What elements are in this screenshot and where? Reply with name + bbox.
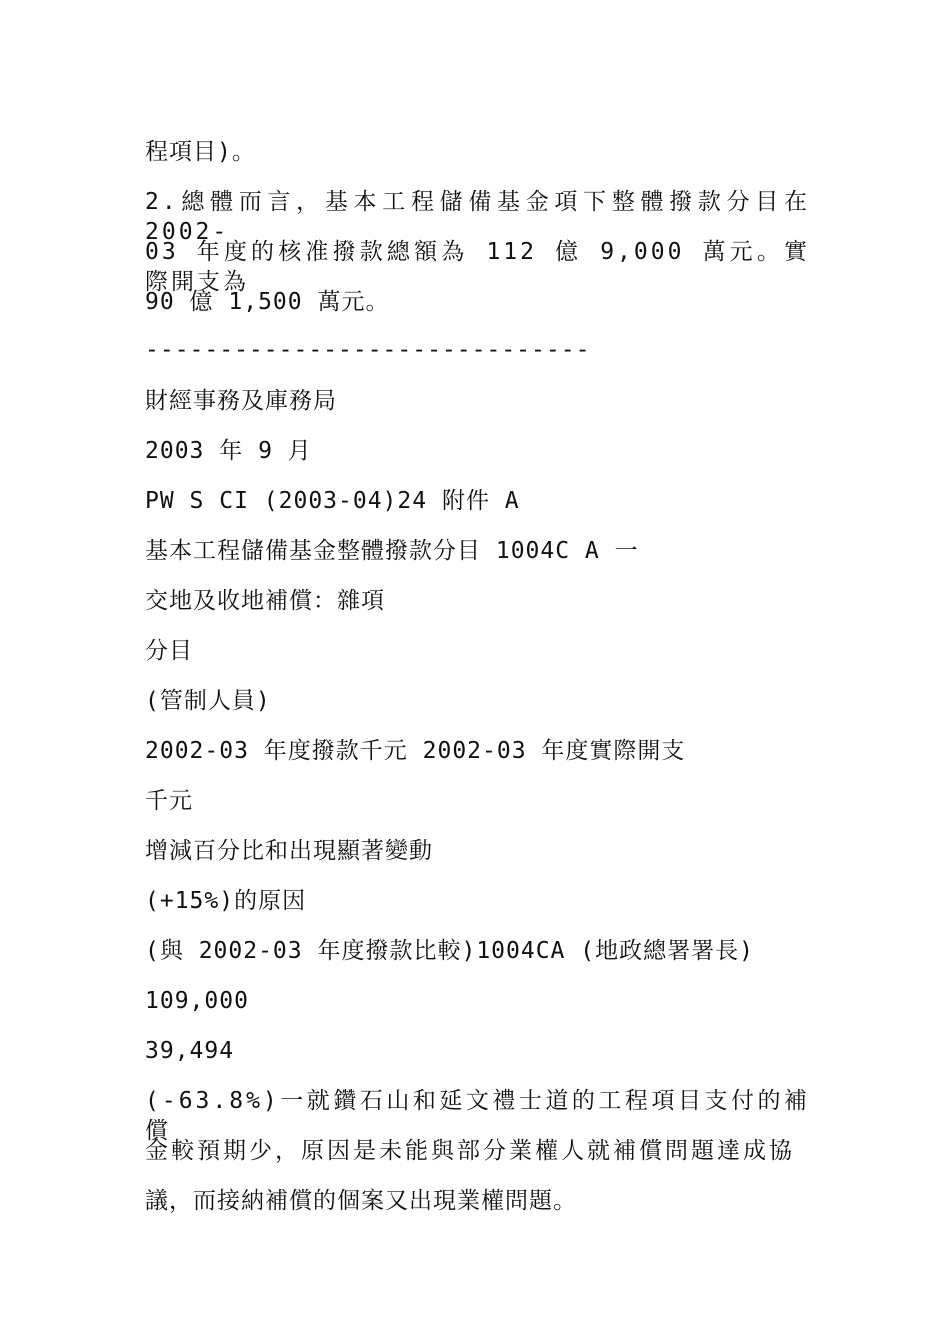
column-header: 2002-03 年度撥款千元 2002-03 年度實際開支 — [145, 738, 686, 764]
actual-expenditure-value: 39,494 — [145, 1038, 235, 1064]
text-line: 2.總體而言，基本工程儲備基金項下整體撥款分目在 2002- — [145, 189, 810, 245]
subhead-subtitle: 交地及收地補償：雜項 — [145, 588, 385, 614]
text-line: 90 億 1,500 萬元。 — [145, 289, 390, 315]
document-reference: PW S CI (2003-04)24 附件 A — [145, 488, 520, 514]
allocation-value: 109,000 — [145, 988, 249, 1014]
column-header: 千元 — [145, 788, 193, 814]
column-header: (與 2002-03 年度撥款比較)1004CA (地政總署署長) — [145, 938, 754, 964]
column-header: (管制人員) — [145, 688, 271, 714]
variance-explanation: 金較預期少，原因是未能與部分業權人就補償問題達成協 — [145, 1138, 795, 1164]
subhead-title: 基本工程儲備基金整體撥款分目 1004C A 一 — [145, 538, 639, 564]
variance-explanation: (-63.8%)一就鑽石山和延文禮士道的工程項目支付的補償 — [145, 1088, 810, 1144]
variance-explanation: 議，而接納補償的個案又出現業權問題。 — [145, 1188, 577, 1214]
separator-line: ------------------------------ — [145, 337, 591, 363]
column-header: (+15%)的原因 — [145, 888, 307, 914]
text-line: 03 年度的核准撥款總額為 112 億 9,000 萬元。實際開支為 — [145, 239, 810, 295]
text-line: 程項目)。 — [145, 139, 256, 165]
column-header: 增減百分比和出現顯著變動 — [145, 838, 433, 864]
department-name: 財經事務及庫務局 — [145, 388, 337, 414]
column-header: 分目 — [145, 638, 193, 664]
document-date: 2003 年 9 月 — [145, 438, 312, 464]
